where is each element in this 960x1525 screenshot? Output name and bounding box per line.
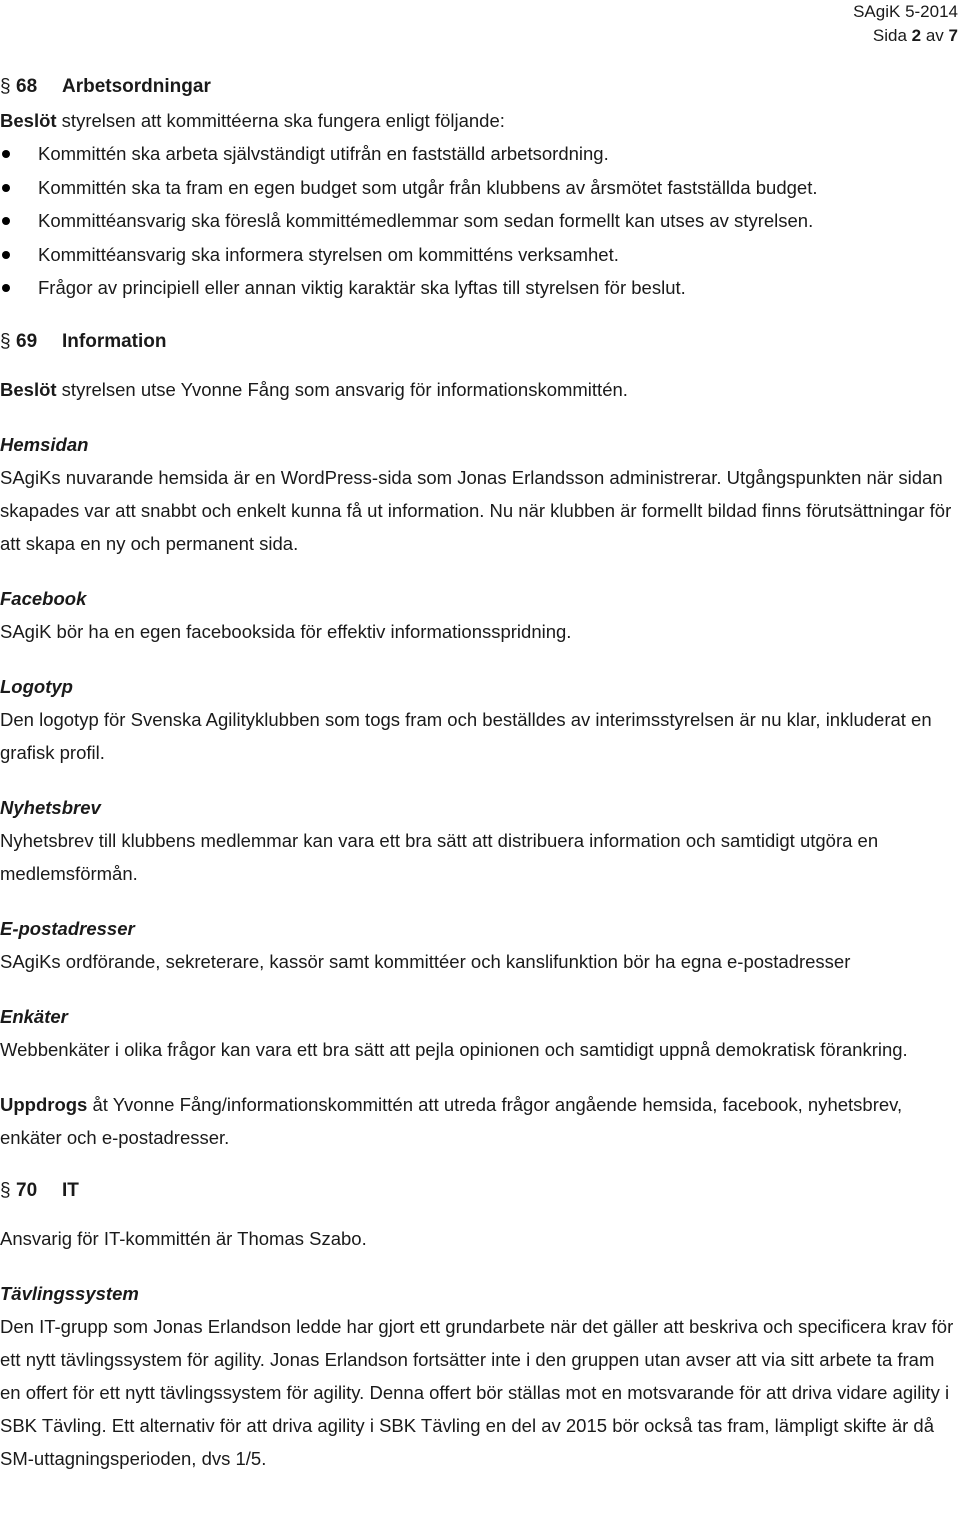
assignment-keyword: Uppdrogs <box>0 1093 88 1115</box>
paragraph-sign: § <box>0 76 11 97</box>
enkater-text: Webbenkäter i olika frågor kan vara ett bra sätt att pejla opinionen och samtidigt uppnå demokratisk förankring. <box>0 1038 908 1060</box>
paragraph-sign: § <box>0 1179 11 1201</box>
e-postadresser-heading: E-postadresser <box>0 917 135 939</box>
page-number <box>853 24 958 48</box>
bullet-item <box>0 204 958 238</box>
bullet-icon <box>2 284 10 292</box>
page-header <box>853 0 958 48</box>
document-id: SAgiK 5-2014 <box>853 2 958 21</box>
section-69-decision <box>0 373 958 406</box>
page-prefix: Sida <box>872 26 912 45</box>
nyhetsbrev-text: Nyhetsbrev till klubbens medlemmar kan vara ett bra sätt att distribuera information och samtidigt utgöra en medlemsförmån. <box>0 829 879 884</box>
bullet-item <box>0 137 958 171</box>
it-responsible-text: Ansvarig för IT-kommittén är Thomas Szabo. <box>0 1227 367 1249</box>
paragraph-sign: § <box>0 330 11 352</box>
section-68-intro <box>0 104 958 137</box>
section-69-assignment <box>0 1088 958 1154</box>
tavlingssystem-text: Den IT-grupp som Jonas Erlandson ledde har gjort ett grundarbete när det gäller att beskriva och specificera krav för ett nytt tävlingssystem för agility. Jonas Erlandson fortsätter inte i den gruppen utan avser att via sitt arbete ta fram en offert för ett nytt tävlingssystem för agility. Denna offert bör ställas mot en motsvarande för att driva vidare agility i SBK Tävling. Ett alternativ för att driva agility i SBK Tävling en del av 2015 bör också tas fram, lämpligt skifte är då SM-uttagningsperioden, dvs 1/5. <box>0 1315 954 1469</box>
bullet-icon <box>2 150 10 158</box>
section-title: Arbetsordningar <box>62 76 211 97</box>
decision-keyword: Beslöt <box>0 110 57 131</box>
section-title: Information <box>62 330 167 352</box>
hemsidan-heading: Hemsidan <box>0 433 89 455</box>
section-69-heading <box>0 325 958 359</box>
hemsidan-text: SAgiKs nuvarande hemsida är en WordPress-sida som Jonas Erlandsson administrerar. Utgångspunkten när sidan skapades var att snabbt och enkelt kunna få ut information. Nu när klubben är formellt bildad finns förutsättningar för att skapa en ny och permanent sida. <box>0 466 952 554</box>
bullet-icon <box>2 217 10 225</box>
intro-text: styrelsen att kommittéerna ska fungera enligt följande: <box>56 110 505 131</box>
page-current: 2 <box>911 26 922 45</box>
page-mid: av <box>921 26 949 45</box>
bullet-icon <box>2 251 10 259</box>
nyhetsbrev-heading: Nyhetsbrev <box>0 796 101 818</box>
bullet-text: Kommittéansvarig ska föreslå kommittémedlemmar som sedan formellt kan utses av styrelsen. <box>38 210 814 231</box>
enkater-heading: Enkäter <box>0 1005 68 1027</box>
decision-keyword: Beslöt <box>0 378 57 400</box>
logotyp-text: Den logotyp för Svenska Agilityklubben som togs fram och beställdes av interimsstyrelsen är nu klar, inkluderat en grafisk profil. <box>0 708 932 763</box>
section-68-heading <box>0 70 958 104</box>
tavlingssystem-heading: Tävlingssystem <box>0 1282 139 1304</box>
bullet-item <box>0 238 958 272</box>
facebook-text: SAgiK bör ha en egen facebooksida för effektiv informationsspridning. <box>0 620 572 642</box>
bullet-item <box>0 171 958 205</box>
bullet-item <box>0 271 958 305</box>
section-number: 68 <box>16 76 38 97</box>
section-68-bullet-list <box>0 137 958 305</box>
bullet-text: Kommittéansvarig ska informera styrelsen om kommitténs verksamhet. <box>38 243 619 265</box>
section-number: 69 <box>16 330 38 352</box>
document-body <box>0 70 958 1475</box>
section-number: 70 <box>16 1179 38 1201</box>
assignment-text: åt Yvonne Fång/informationskommittén att utreda frågor angående hemsida, facebook, nyhetsbrev, enkäter och e-postadresser. <box>0 1093 903 1148</box>
bullet-text: Kommittén ska arbeta självständigt utifrån en fastställd arbetsordning. <box>38 143 609 164</box>
e-postadresser-text: SAgiKs ordförande, sekreterare, kassör samt kommittéer och kanslifunktion bör ha egna e-postadresser <box>0 950 851 972</box>
bullet-text: Frågor av principiell eller annan viktig karaktär ska lyftas till styrelsen för beslut. <box>38 277 686 298</box>
bullet-text: Kommittén ska ta fram en egen budget som utgår från klubbens av årsmötet fastställda budget. <box>38 176 818 198</box>
logotyp-heading: Logotyp <box>0 675 73 697</box>
decision-text: styrelsen utse Yvonne Fång som ansvarig för informationskommittén. <box>56 378 628 400</box>
facebook-heading: Facebook <box>0 587 87 609</box>
bullet-icon <box>2 184 10 192</box>
page-total: 7 <box>948 26 958 45</box>
section-70-heading <box>0 1174 958 1208</box>
section-title: IT <box>62 1179 79 1201</box>
